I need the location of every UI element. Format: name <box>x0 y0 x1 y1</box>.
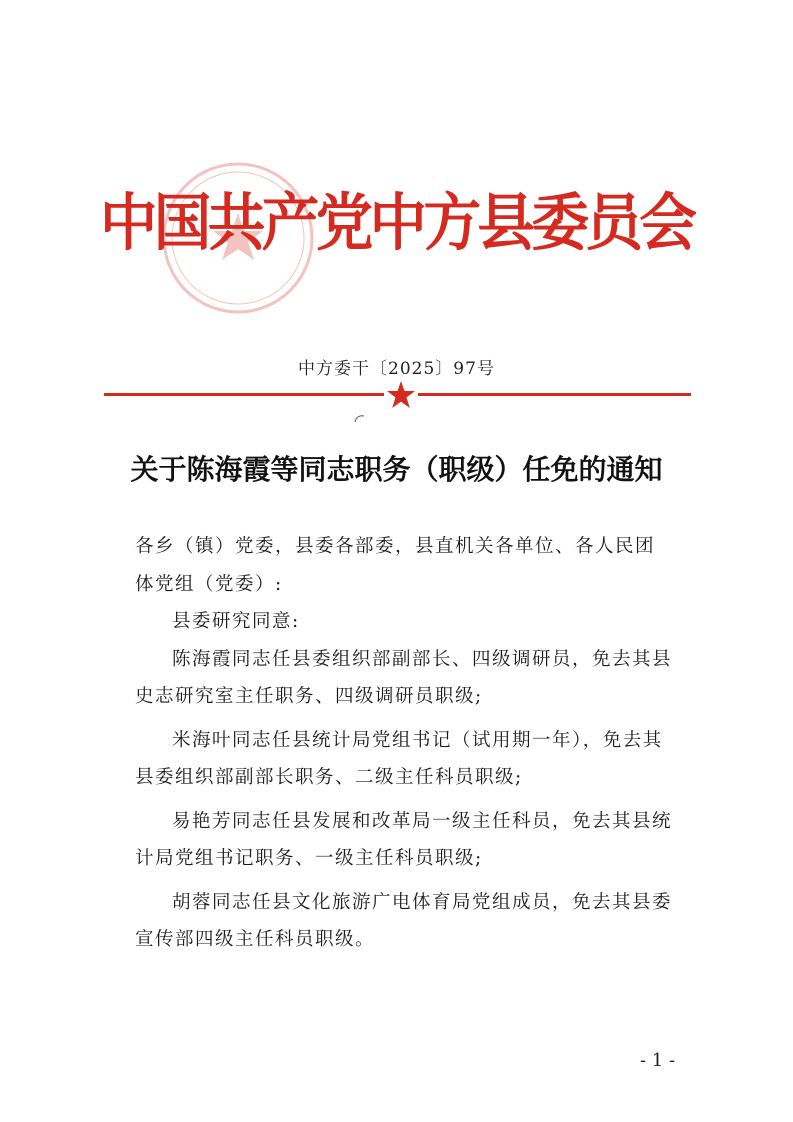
appointment-item: 易艳芳同志任县发展和改革局一级主任科员，免去其县统计局党组书记职务、一级主任科员职级; <box>135 810 673 869</box>
appointment-item: 陈海霞同志任县委组织部副部长、四级调研员，免去其县史志研究室主任职务、四级调研员职级; <box>135 648 673 707</box>
document-body <box>135 528 675 959</box>
recipients-line-2: 体党组（党委）: <box>135 573 283 595</box>
red-star-icon <box>386 380 416 410</box>
appointment-item: 米海叶同志任县统计局党组书记（试用期一年），免去其县委组织部副部长职务、二级主任科员职级; <box>135 729 663 788</box>
red-rule-left <box>104 393 384 396</box>
red-rule-right <box>418 393 691 396</box>
pen-mark <box>352 414 366 424</box>
page-number: - 1 - <box>640 1050 676 1071</box>
document-title: 关于陈海霞等同志职务（职级）任免的通知 <box>130 453 663 486</box>
document-number: 中方委干〔2025〕97号 <box>298 359 495 379</box>
intro-paragraph: 县委研究同意: <box>172 611 300 632</box>
letterhead-org-name: 中国共产党中方县委员会 <box>99 186 694 259</box>
recipients-line-1: 各乡（镇）党委，县委各部委，县直机关各单位、各人民团 <box>135 536 656 557</box>
appointment-item: 胡蓉同志任县文化旅游广电体育局党组成员，免去其县委宣传部四级主任科员职级。 <box>135 891 673 950</box>
